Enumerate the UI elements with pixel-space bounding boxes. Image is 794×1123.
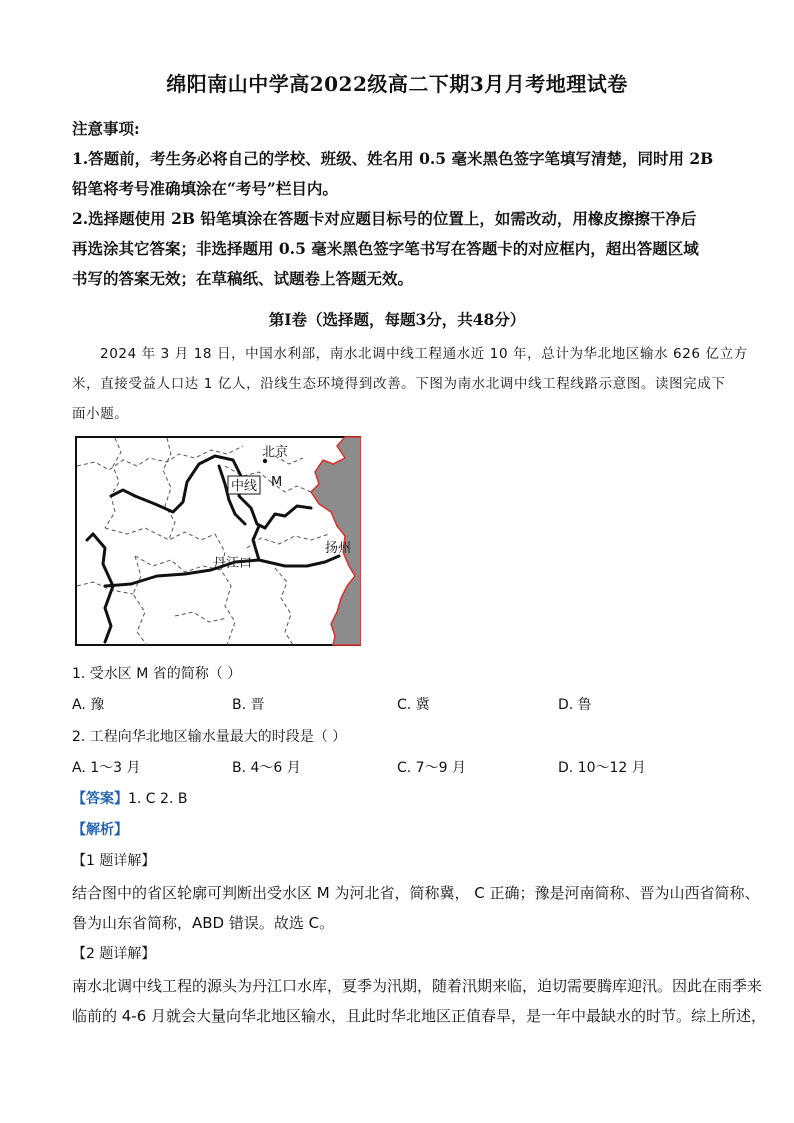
detail-2-line-2: 临前的 4-6 月就会大量向华北地区输水，且此时华北地区正值春旱，是一年中最缺水的时节。综上所述，: [72, 1007, 767, 1025]
notice-heading: 注意事项:: [72, 119, 140, 138]
notice-line-4: 再选涂其它答案；非选择题用 0.5 毫米黑色签字笔书写在答题卡的对应框内，超出答题区域: [72, 239, 699, 258]
detail-1-line-1: 结合图中的省区轮廓可判断出受水区 M 为河北省，简称冀， C 正确；豫是河南简称、晋为山西省简称、: [72, 884, 760, 902]
analysis-label: 【解析】: [72, 822, 128, 838]
intro-line-2: 米，直接受益人口达 1 亿人，沿线生态环境得到改善。下图为南水北调中线工程线路示意图。读图完成下: [72, 376, 726, 392]
question-1-stem: 1. 受水区 M 省的简称（ ）: [72, 666, 242, 682]
route-map: [75, 436, 361, 646]
label-danjiangkou: 丹江口: [213, 556, 253, 571]
label-yangzhou: 扬州: [325, 541, 352, 556]
label-zhongxian: 中线: [231, 479, 258, 494]
notice-line-2: 铅笔将考号准确填涂在“考号”栏目内。: [72, 179, 338, 198]
question-1-option-a: A. 豫: [72, 697, 105, 713]
notice-line-1: 1.答题前，考生务必将自己的学校、班级、姓名用 0.5 毫米黑色签字笔填写清楚，同时用 2B: [72, 149, 714, 168]
detail-1-label: 【1 题详解】: [72, 853, 156, 869]
notice-line-5: 书写的答案无效；在草稿纸、试题卷上答题无效。: [72, 269, 414, 288]
question-2-option-b: B. 4～6 月: [232, 760, 301, 776]
intro-line-1: 2024 年 3 月 18 日，中国水利部，南水北调中线工程通水近 10 年，总计为华北地区输水 626 亿立方: [100, 346, 748, 362]
detail-1-line-2: 鲁为山东省简称，ABD 错误。故选 C。: [72, 914, 335, 932]
detail-2-label: 【2 题详解】: [72, 946, 156, 962]
question-1-option-d: D. 鲁: [558, 697, 592, 713]
detail-2-line-1: 南水北调中线工程的源头为丹江口水库，夏季为汛期，随着汛期来临，迫切需要腾库迎汛。因此在雨季来: [72, 977, 763, 995]
question-2-option-c: C. 7～9 月: [397, 760, 466, 776]
question-2-stem: 2. 工程向华北地区输水量最大的时段是（ ）: [72, 729, 347, 745]
answer-text: 1. C 2. B: [128, 791, 188, 807]
exam-title: 绵阳南山中学高2022级高二下期3月月考地理试卷: [166, 72, 628, 96]
question-1-option-b: B. 晋: [232, 697, 265, 713]
question-2-option-d: D. 10～12 月: [558, 760, 646, 776]
section-heading: 第Ⅰ卷（选择题，每题3分，共48分）: [268, 310, 526, 329]
label-m: M: [271, 475, 283, 490]
question-2-option-a: A. 1～3 月: [72, 760, 141, 776]
label-beijing: 北京: [262, 445, 289, 460]
analysis-line: [72, 819, 732, 839]
answer-line: [72, 788, 732, 808]
question-1-option-c: C. 冀: [397, 697, 430, 713]
notice-line-3: 2.选择题使用 2B 铅笔填涂在答题卡对应题目标号的位置上，如需改动，用橡皮擦擦干净后: [72, 209, 697, 228]
intro-line-3: 面小题。: [72, 406, 129, 422]
answer-label: 【答案】: [72, 791, 128, 807]
